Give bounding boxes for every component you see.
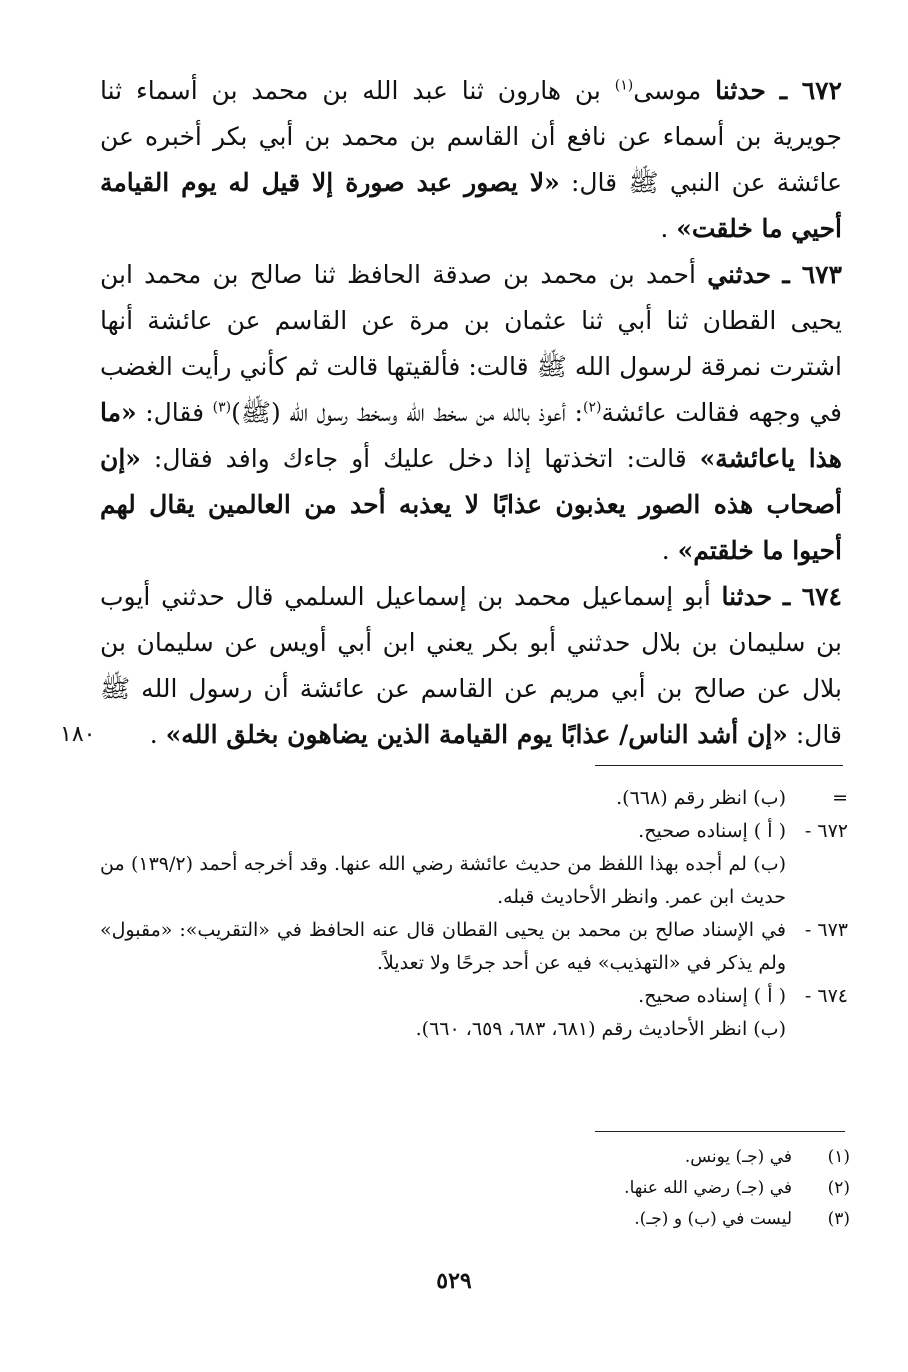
- note-text: في الإسناد صالح بن محمد بن يحيى القطان قال عنه الحافظ في «التقريب»: «مقبول» ولم يذكر في «التهذيب» فيه عن أحد جرحًا ولا تعديلاً.: [100, 919, 786, 974]
- hadith-end: .: [660, 214, 677, 243]
- hadith-text: فقال:: [136, 398, 213, 427]
- footnote-row: [560, 1173, 850, 1204]
- hadith-quote: «لا يصور عبد صورة إلا قيل له يوم القيامة أحيي ما خلقت»: [100, 168, 842, 243]
- hadith-quote: «ما هذا ياعائشة»: [100, 398, 842, 473]
- note-number: ٦٧٢ -: [804, 820, 848, 842]
- hadith-lead-word: حدثنا: [715, 76, 766, 105]
- footnote-ref: (٢): [582, 399, 602, 416]
- footnote-text: في (جـ) رضي الله عنها.: [624, 1178, 792, 1198]
- hadith-lead-word: حدثني: [707, 260, 772, 289]
- footnote-text: ليست في (ب) و (جـ).: [634, 1209, 792, 1229]
- hadith-672: [100, 68, 842, 252]
- hadith-text: قالت: اتخذتها إذا دخل عليك أو جاءك وافد فقال:: [140, 444, 700, 473]
- footnotes: [560, 1142, 850, 1235]
- note-row: [100, 782, 848, 815]
- footnote-row: [560, 1142, 850, 1173]
- main-text: [100, 68, 842, 758]
- footnote-row: [560, 1204, 850, 1235]
- hadith-text: بن هارون ثنا عبد الله بن محمد بن أسماء ثنا جويرية بن أسماء عن نافع أن القاسم بن محمد بن أبي بكر أخبره عن عائشة عن النبي ﷺ قال:: [100, 76, 842, 197]
- hadith-number: ٦٧٣ ـ: [782, 260, 842, 289]
- hadith-quote: «إن أصحاب هذه الصور يعذبون عذابًا لا يعذبه أحد من العالمين يقال لهم أحيوا ما خلقتم»: [100, 444, 842, 565]
- footnote-number: (١): [827, 1147, 850, 1167]
- hadith-text: أحمد بن محمد بن صدقة الحافظ ثنا صالح بن محمد ابن يحيى القطان ثنا أبي ثنا عثمان بن مرة عن القاسم عن عائشة أنها اشترت نمرقة لرسول الله ﷺ قالت: فألقيتها قالت ثم كأني رأيت الغضب في وجهه فقالت عائشة: [100, 260, 842, 427]
- hadith-lead-word: حدثنا: [721, 582, 773, 611]
- hadith-number: ٦٧٢ ـ: [779, 76, 842, 105]
- hadith-text: : أعوذ بالله من سخط الله وسخط رسول الله (ﷺ): [231, 398, 583, 427]
- note-number: ٦٧٤ -: [804, 985, 848, 1007]
- hadith-674: [100, 574, 842, 758]
- footnote-number: (٣): [827, 1209, 850, 1229]
- commentary-notes: [100, 782, 848, 1046]
- hadith-quote: «إن أشد الناس/ عذابًا يوم القيامة الذين يضاهون بخلق الله»: [165, 720, 788, 749]
- note-text: (ب) انظر الأحاديث رقم (٦٨١، ٦٨٣، ٦٥٩، ٦٦٠).: [415, 1018, 786, 1040]
- note-row: [100, 980, 848, 1013]
- hadith-text: أبو إسماعيل محمد بن إسماعيل السلمي قال حدثني أيوب بن سليمان بن بلال حدثني أبو بكر يعني ابن أبي أويس عن سليمان بن بلال عن صالح بن أبي مريم عن القاسم عن عائشة أن رسول الله ﷺ قال:: [100, 582, 842, 749]
- hadith-number: ٦٧٤ ـ: [782, 582, 842, 611]
- footnote-ref: (٣): [212, 399, 232, 416]
- hadith-673: [100, 252, 842, 574]
- notes-divider: [595, 765, 843, 766]
- hadith-end: .: [661, 536, 678, 565]
- footnotes-divider: [595, 1131, 845, 1132]
- note-text: (ب) لم أجده بهذا اللفظ من حديث عائشة رضي الله عنها. وقد أخرجه أحمد (١٣٩/٢) من حديث ابن عمر. وانظر الأحاديث قبله.: [100, 853, 786, 908]
- footnote-ref: (١): [614, 77, 634, 94]
- hadith-text: موسى: [633, 76, 716, 105]
- note-row: [100, 815, 848, 848]
- page-number: ٥٢٩: [436, 1268, 472, 1294]
- note-row: [100, 914, 848, 980]
- note-text: ( أ ) إسناده صحيح.: [638, 985, 786, 1007]
- note-text: ( أ ) إسناده صحيح.: [638, 820, 786, 842]
- footnote-text: في (جـ) يونس.: [684, 1147, 792, 1167]
- footnote-number: (٢): [827, 1178, 850, 1198]
- margin-page-number: ١٨٠: [60, 722, 96, 747]
- note-number: =: [832, 787, 848, 809]
- note-text: (ب) انظر رقم (٦٦٨).: [616, 787, 786, 809]
- hadith-end: .: [149, 720, 166, 749]
- note-number: ٦٧٣ -: [804, 919, 848, 941]
